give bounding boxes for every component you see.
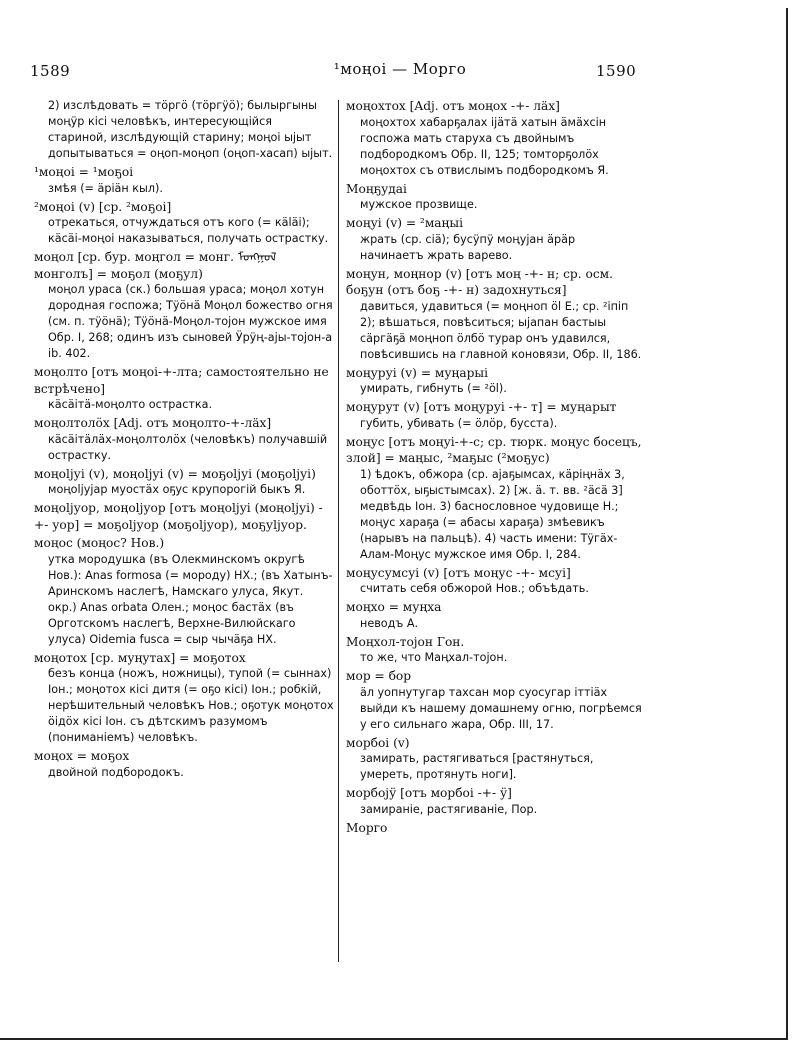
entry-definition: жрать (ср. сіä); бусӱпӱ моңуjан äрäр начинаетъ жрать варево. xyxy=(360,232,576,262)
entry-headword: мор = бор xyxy=(346,669,412,683)
entry-definition: умирать, гибнуть (= ²öl). xyxy=(360,382,507,395)
entry-headword: моңолто [отъ моңоі-+-лта; самостоятельно не встрѣчено] xyxy=(34,365,329,396)
entry-definition: змѣя (= äріäн кыл). xyxy=(48,181,163,195)
entry-headword: моңоljуі (v), моңоljуі (v) = моҕоljуі (моҕоljуі) xyxy=(34,466,316,481)
dictionary-entry xyxy=(34,98,334,162)
entry-definition: 1) ѣдокъ, обжора (ср. аjаҕымсах, кäріңнäх 3, оботтӧх, ыҕыстымсах). 2) [ж. ä. т. вв. ²äсä 3] медвѣдь Іон. 3) баснословное чудовище Н.; моңус хараҕа (= абасы хараҕа) змѣевикъ (нарывъ на пальцѣ). 4) часть имени: Тӱгäх-Алам-Моңус мужское имя Обр. I, 284. xyxy=(360,467,625,561)
entry-definition: моңол ураса (ск.) большая ураса; моңол хотун дородная госпожа; Тӱӧнä Моңол божество огня (см. п. тӱӧнä); Тӱӧнä-Моңол-тоjон мужское имя Обр. I, 268; одинъ изъ сыновей Ӱрӱң-аjы-тоjон-а ib. 402. xyxy=(48,283,333,360)
entry-headword: моңолтолӧх [Adj. отъ моңолто-+-лäх] xyxy=(34,416,272,430)
page-edge-bottom xyxy=(0,1038,788,1040)
entry-definition: неводъ А. xyxy=(360,616,419,630)
entry-headword: моңол [ср. бур. моңгол = монг. ᠮᠣᠩᠭᠣᠯ монголъ] = моҕол (моҕул) xyxy=(34,250,277,281)
entry-definition: давиться, удавиться (= моңноп öl Е.; ср. ²іпіп 2); вѣшаться, повѣситься; ыjапан бастыы сäргäҕä моңноп öлбö турар онъ удавился, повѣсившись на главной коновязи, Обр. II, 186. xyxy=(360,299,642,361)
dictionary-entry xyxy=(346,215,642,264)
dictionary-entry xyxy=(34,500,334,533)
dictionary-entry xyxy=(34,199,334,248)
dictionary-entry xyxy=(346,634,642,667)
page-number-left: 1589 xyxy=(30,62,71,80)
page-number-right: 1590 xyxy=(596,62,637,80)
entry-definition: кäсäiтäлäх-моңолтолӧх (человѣкъ) получавшій острастку. xyxy=(48,432,328,462)
dictionary-entry xyxy=(346,785,642,818)
entry-headword: морбоjӱ [отъ морбоі -+- ӱ] xyxy=(346,786,512,800)
dictionary-entry xyxy=(34,415,334,464)
dictionary-entry xyxy=(34,249,334,362)
page-edge-right xyxy=(786,8,788,1038)
entry-headword: моңун, моңнор (v) [отъ моң -+- н; ср. осм. боҕун (отъ боҕ -+- н) задохнуться] xyxy=(346,266,613,297)
entry-definition: моңохтох хабарҕалах іjäтä хатын äмäхсін госпожа мать старуха съ двойнымъ подбородкомъ Обр. II, 125; томторҕолӧх моңохтох съ отвислымъ подбородкомъ Я. xyxy=(360,115,609,177)
entry-definition: замирать, растягиваться [растянуться, умереть, протянуть ноги]. xyxy=(360,752,594,781)
column-divider xyxy=(338,100,339,962)
entry-headword: Моңҕудаі xyxy=(346,181,407,196)
running-title: ¹моңоі — Морго xyxy=(333,60,467,78)
entry-headword: Моңхол-тоjон Гон. xyxy=(346,634,465,649)
dictionary-entry xyxy=(34,466,334,499)
dictionary-entry xyxy=(346,820,642,837)
entry-headword: моңоljуор, моңоljуор [отъ моңоljуі (моңоljуі) -+- уор] = моҕоljуор (моҕоljуор), моҕуljуор. xyxy=(34,501,323,532)
dictionary-entry xyxy=(346,399,642,432)
dictionary-entry xyxy=(346,181,642,214)
dictionary-entry xyxy=(34,364,334,413)
entry-headword: моңох = моҕох xyxy=(34,749,130,763)
entry-headword: моңус [отъ моңуі-+-с; ср. тюрк. моңус босецъ, злой] = маңыс, ²маҕыс (²моҕус) xyxy=(346,434,642,465)
entry-headword: моңхо = муңха xyxy=(346,600,442,614)
entry-headword: моңусумсуі (v) [отъ моңус -+- мсуі] xyxy=(346,565,571,580)
entry-headword: моңохтох [Adj. отъ моңох -+- лäх] xyxy=(346,99,560,113)
entry-headword: морбоі (v) xyxy=(346,735,410,750)
dictionary-entry xyxy=(346,266,642,363)
dictionary-entry xyxy=(346,735,642,784)
entry-headword: моңурут (v) [отъ моңуруі -+- т] = муңарыт xyxy=(346,400,617,414)
dictionary-entry xyxy=(34,535,334,648)
entry-definition: замираніе, растягиваніе, Пор. xyxy=(360,802,538,816)
dictionary-entry xyxy=(346,599,642,632)
entry-definition: 2) изслѣдовать = тӧргӧ (тӧргӱӧ); былыргыны моңӱр кісі человѣкъ, интересующійся стариной, изслѣдующій старину; моңоі ыjыт допытываться = оңоп-моңоп (оңоп-хасап) ыjыт. xyxy=(48,99,333,160)
entry-headword: моңос (моңос? Нов.) xyxy=(34,536,165,550)
entry-headword: Морго xyxy=(346,820,388,835)
entry-definition: безъ конца (ножъ, ножницы), тупой (= сыннах) Іон.; моңотох кісі дитя (= оҕо кісі) Іон.; робкій, нерѣшительный человѣкъ Нов.; оҕотук моңотох öiдöх кісі Іон. съ дѣтскимъ разумомъ (пониманіемъ) человѣкъ. xyxy=(48,667,334,744)
right-column xyxy=(346,98,642,838)
dictionary-entry xyxy=(346,365,642,398)
entry-headword: моңуі (v) = ²маңыі xyxy=(346,216,463,230)
dictionary-entry xyxy=(34,164,334,197)
entry-headword: ¹моңоі = ¹моҕоі xyxy=(34,165,134,179)
entry-definition: отрекаться, отчуждаться отъ кого (= кäläi); кäсäi-моңоі наказываться, получать острастку. xyxy=(48,216,329,245)
dictionary-entry xyxy=(346,434,642,563)
entry-definition: моңоljуjар муостäх оҕус крупорогій быкъ Я. xyxy=(48,483,306,496)
entry-definition: äл уопнутугар тахсан мор суосугар іттiäх выйди къ нашему домашнему огню, погрѣемся у его сильнаго жара, Обр. III, 17. xyxy=(360,685,642,731)
dictionary-entry xyxy=(34,650,334,747)
entry-definition: мужское прозвище. xyxy=(360,198,478,211)
dictionary-entry xyxy=(346,565,642,598)
left-column xyxy=(34,98,334,783)
entry-definition: считать себя обжорой Нов.; объѣдать. xyxy=(360,582,589,595)
entry-definition: кäсäiтä-моңолто острастка. xyxy=(48,398,213,411)
entry-headword: ²моңоі (v) [ср. ²моҕоі] xyxy=(34,199,172,214)
entry-definition: утка мородушка (въ Олекминскомъ округѣ Нов.): Anas formosa (= мороду) НХ.; (въ Хатынъ-Аринскомъ наслегѣ, Намскаго улуса, Якут. окр.) Anas orbata Олен.; моңос бастäх (въ Орготскомъ наслегѣ, Верхне-Вилюйскаго улуса) Oidemia fusca = сыр чычäҕа НХ. xyxy=(48,552,333,646)
dictionary-entry xyxy=(346,98,642,179)
entry-definition: двойной подбородокъ. xyxy=(48,765,184,779)
entry-headword: моңуруі (v) = муңарыі xyxy=(346,365,489,380)
entry-headword: моңотох [ср. муңутах] = моҕотох xyxy=(34,650,246,665)
entry-definition: губить, убивать (= öлöр, бусста). xyxy=(360,416,558,430)
dictionary-entry xyxy=(346,668,642,733)
entry-definition: то же, что Маңхал-тоjон. xyxy=(360,651,508,664)
dictionary-entry xyxy=(34,748,334,781)
